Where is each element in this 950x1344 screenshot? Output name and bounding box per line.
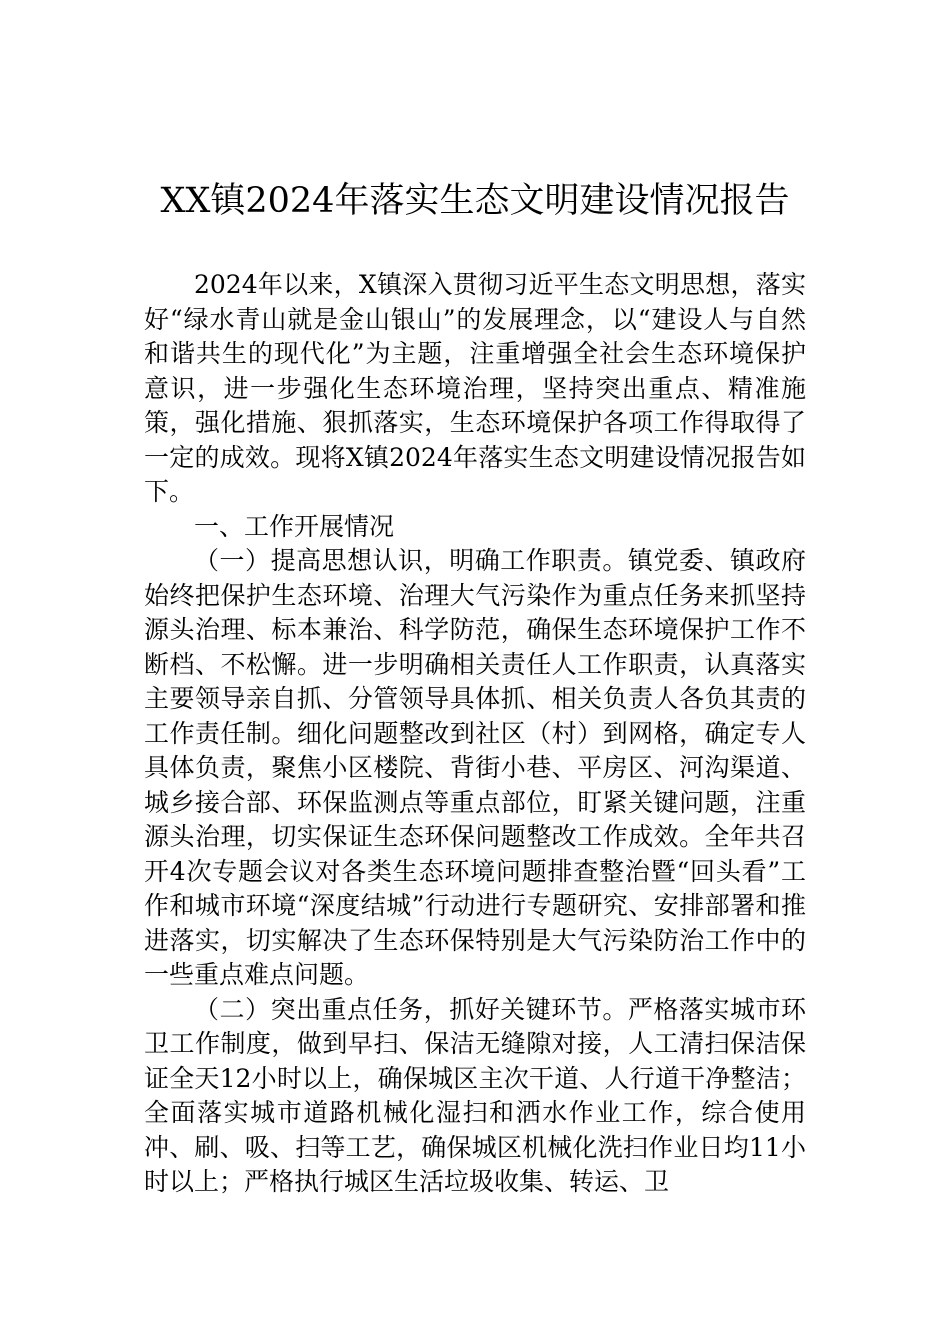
section-heading-work-progress: 一、工作开展情况 <box>194 511 395 541</box>
intro-paragraph: 2024年以来，X镇深入贯彻习近平生态文明思想，落实好“绿水青山就是金山银山”的发展理念，以“建设人与自然和谐共生的现代化”为主题，注重增强全社会生态环境保护意识，进一步强化生态环境治理，坚持突出重点、精准施策，强化措施、狠抓落实，生态环境保护各项工作得取得了一定的成效。现将X镇2024年落实生态文明建设情况报告如下。 <box>144 270 806 506</box>
document-title: XX镇2024年落实生态文明建设情况报告 <box>160 181 790 221</box>
paragraph-raise-awareness: （一）提高思想认识，明确工作职责。镇党委、镇政府始终把保护生态环境、治理大气污染作为重点任务来抓坚持源头治理、标本兼治、科学防范，确保生态环境保护工作不断档、不松懈。进一步明确相关责任人工作职责，认真落实主要领导亲自抓、分管领导具体抓、相关负责人各负其责的工作责任制。细化问题整改到社区（村）到网格，确定专人具体负责，聚焦小区楼院、背街小巷、平房区、河沟渠道、城乡接合部、环保监测点等重点部位，盯紧关键问题，注重源头治理，切实保证生态环保问题整改工作成效。全年共召开4次专题会议对各类生态环境问题排查整治暨“回头看”工作和城市环境“深度结城”行动进行专题研究、安排部署和推进落实，切实解决了生态环保特别是大气污染防治工作中的一些重点难点问题。 <box>144 546 806 989</box>
paragraph-key-tasks: （二）突出重点任务，抓好关键环节。严格落实城市环卫工作制度，做到早扫、保洁无缝隙对接，人工清扫保洁保证全天12小时以上，确保城区主次干道、人行道干净整洁；全面落实城市道路机械化湿扫和洒水作业工作，综合使用冲、刷、吸、扫等工艺，确保城区机械化洗扫作业日均11小时以上；严格执行城区生活垃圾收集、转运、卫 <box>144 994 806 1196</box>
document-body <box>144 268 806 1200</box>
